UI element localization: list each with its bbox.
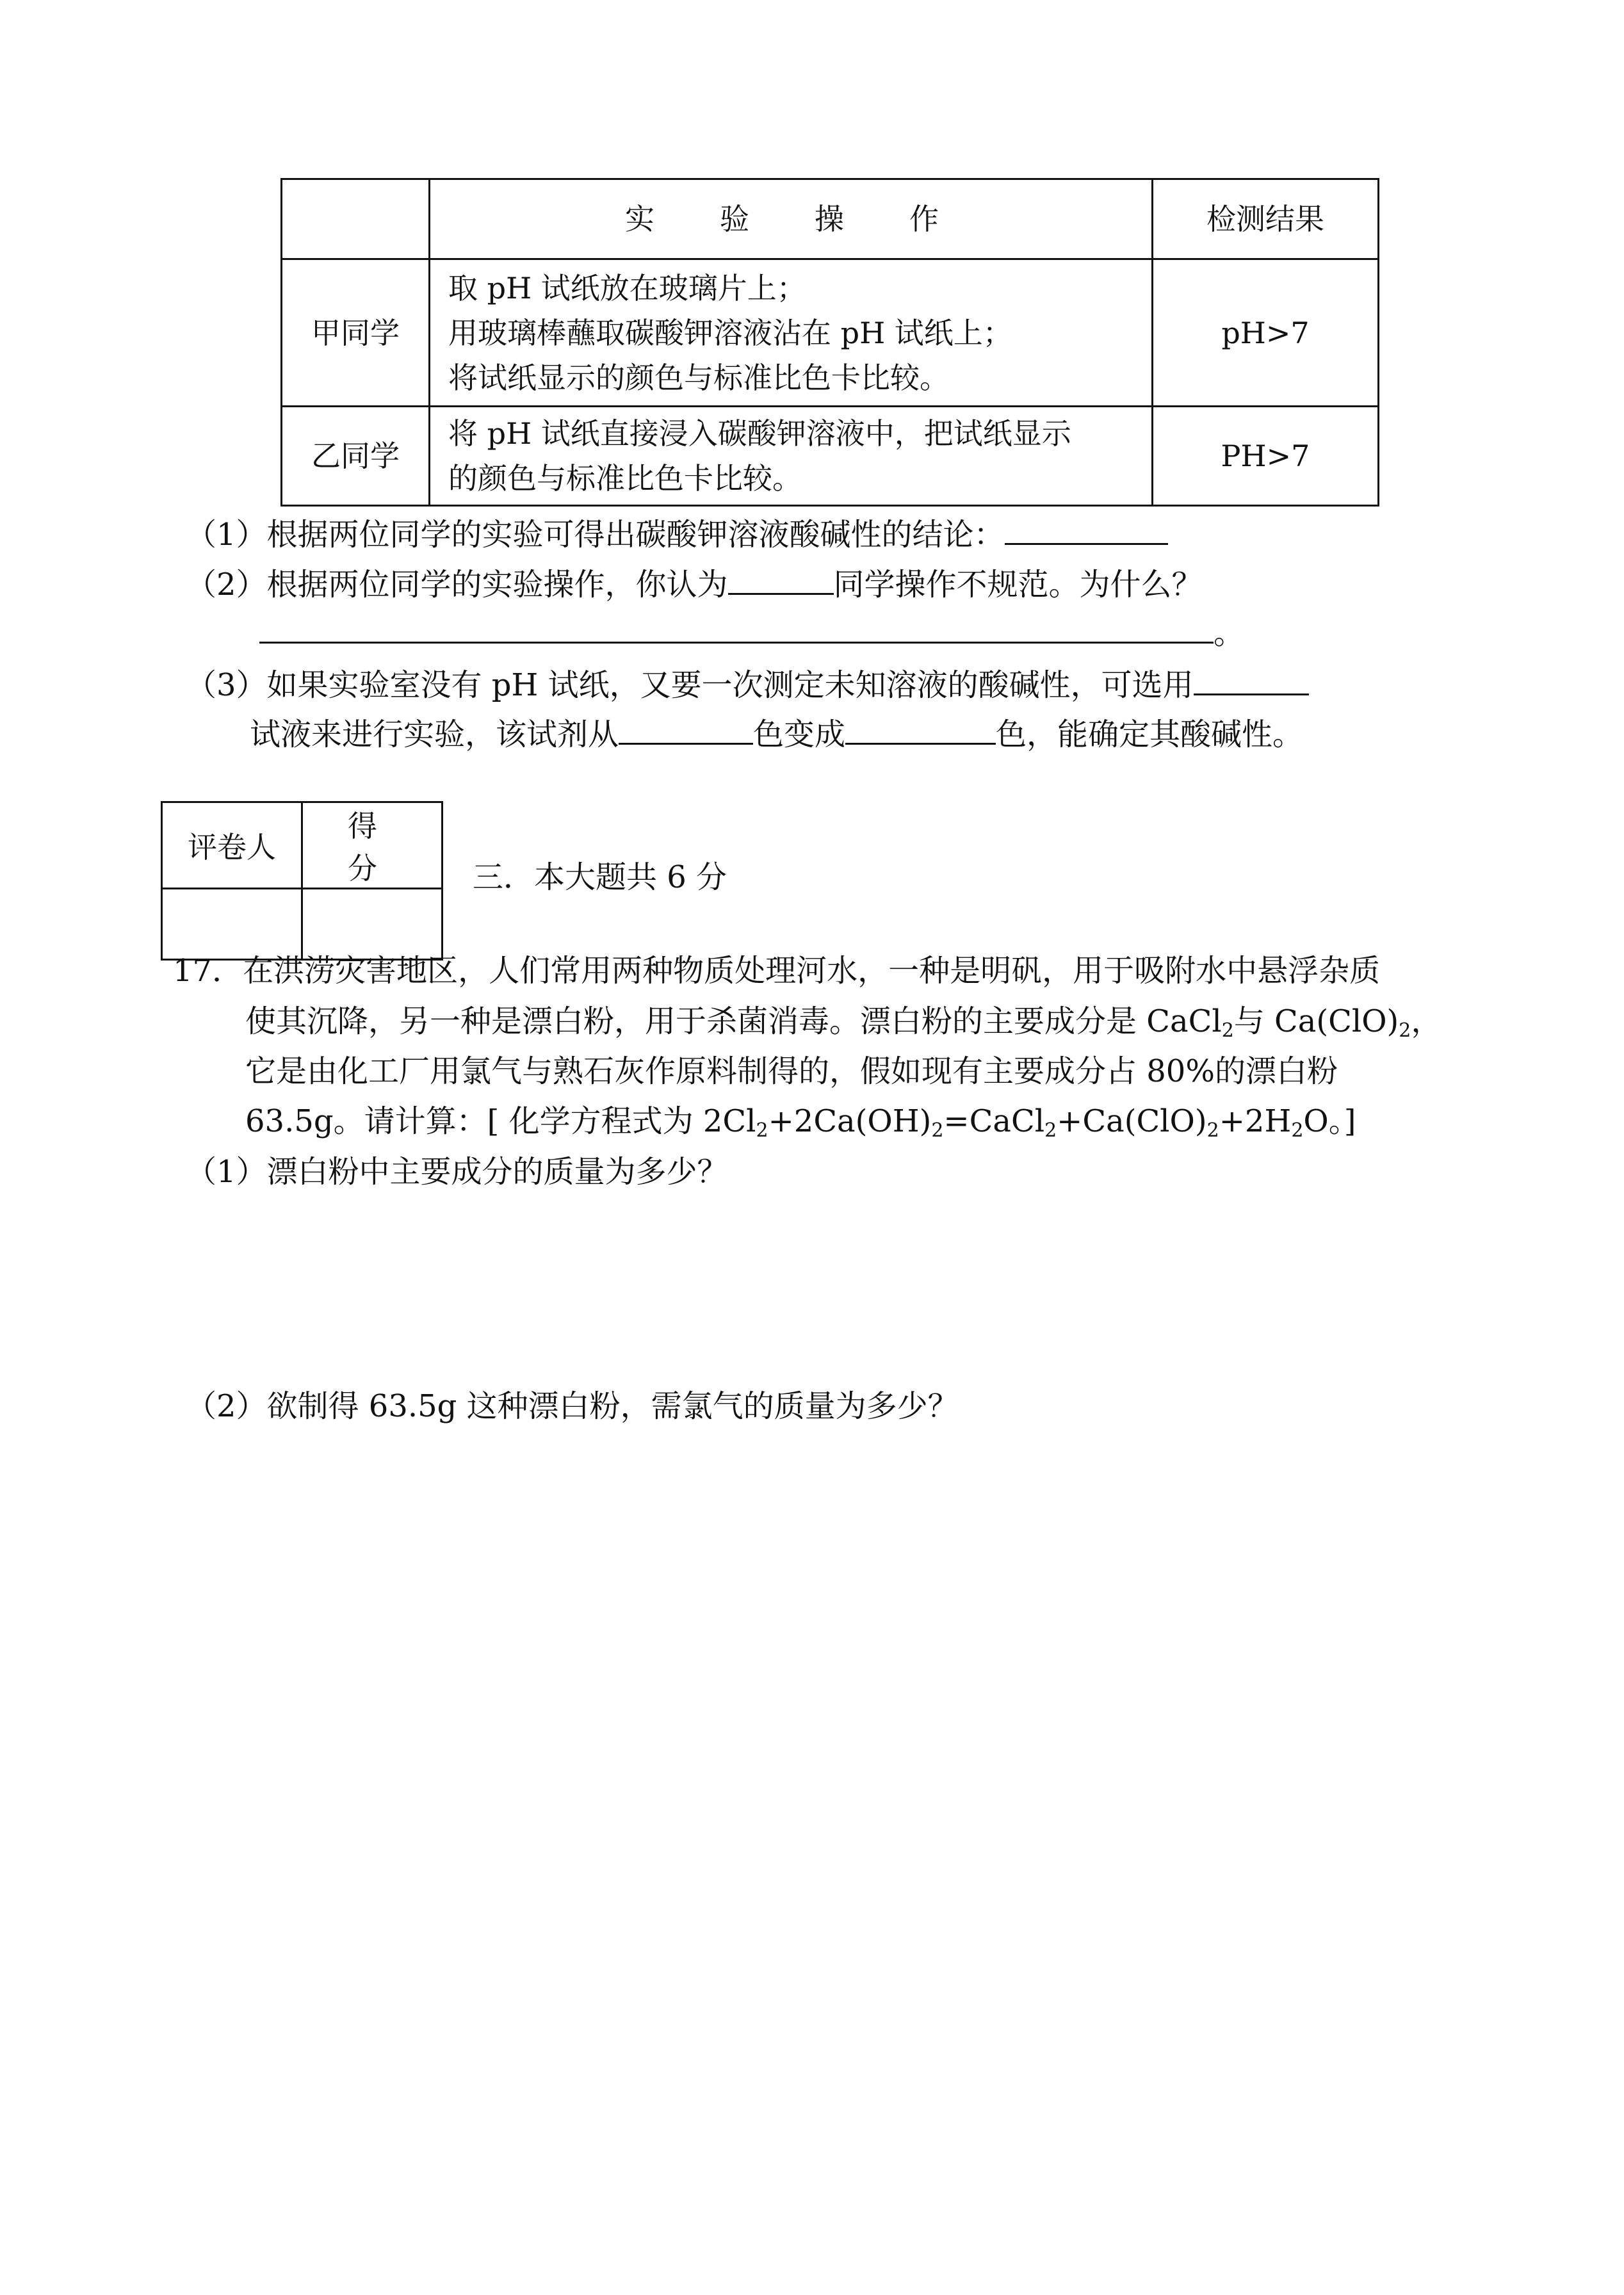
answer-blank[interactable]: [619, 717, 753, 745]
row-operation: [430, 407, 1153, 506]
q16-part3-line2: [250, 717, 1303, 750]
q17-line4: [245, 1103, 1356, 1142]
q16-part1: [186, 517, 1168, 553]
table-row: [282, 259, 1379, 407]
operation-line: 将试纸显示的颜色与标准比色卡比较。: [448, 360, 949, 395]
q17-line2-text: 使其沉降，另一种是漂白粉，用于杀菌消毒。漂白粉的主要成分是 CaCl: [245, 1003, 1222, 1039]
q16-part3-text-b: 试液来进行实验，该试剂从: [250, 717, 619, 752]
q17-question1: （1）漂白粉中主要成分的质量为多少？: [186, 1154, 728, 1190]
q16-part1-text: （1）根据两位同学的实验可得出碳酸钾溶液酸碱性的结论：: [186, 517, 1005, 553]
row-result: PH>7: [1153, 407, 1379, 506]
row-student-name: 甲同学: [282, 259, 430, 407]
q17-question2: （2）欲制得 63.5g 这种漂白粉，需氯气的质量为多少？: [186, 1388, 959, 1424]
subscript: 2: [931, 1119, 944, 1142]
equation-part: +2Ca(OH): [768, 1103, 932, 1139]
subscript: 2: [756, 1119, 768, 1142]
row-result: pH>7: [1153, 259, 1379, 407]
table-header-row: [282, 179, 1379, 259]
operation-line: 取 pH 试纸放在玻璃片上；: [448, 270, 806, 305]
subscript: 2: [1291, 1119, 1304, 1142]
q17-line1: 17．在洪涝灾害地区，人们常用两种物质处理河水，一种是明矾，用于吸附水中悬浮杂质: [173, 953, 1381, 989]
q17-line2-comma: ，: [1411, 1003, 1442, 1039]
score-cell[interactable]: [302, 889, 443, 960]
answer-blank[interactable]: [259, 616, 1214, 644]
q16-part2-text-b: 同学操作不规范。为什么？: [833, 567, 1203, 603]
subscript: 2: [1399, 1019, 1411, 1042]
equation-part: 63.5g。请计算：[ 化学方程式为 2Cl: [245, 1103, 756, 1139]
score-header: 得 分: [302, 802, 443, 889]
answer-blank[interactable]: [728, 567, 834, 595]
q16-part2-text: （2）根据两位同学的实验操作，你认为: [186, 567, 728, 603]
equation-part: =CaCl: [943, 1103, 1045, 1139]
header-blank: [282, 179, 430, 259]
grader-cell[interactable]: [162, 889, 302, 960]
section-title: 三．本大题共 6 分: [473, 859, 727, 895]
subscript: 2: [1044, 1119, 1057, 1142]
operation-line: 用玻璃棒蘸取碳酸钾溶液沾在 pH 试纸上；: [448, 315, 1012, 350]
q16-part2-end: 。: [1214, 615, 1245, 651]
row-student-name: 乙同学: [282, 407, 430, 506]
header-operation: 实 验 操 作: [430, 179, 1153, 259]
row-operation: [430, 259, 1153, 407]
q16-part3-text-d: 色，能确定其酸碱性。: [996, 717, 1304, 752]
header-result: 检测结果: [1153, 179, 1379, 259]
operation-line: 将 pH 试纸直接浸入碳酸钾溶液中，把试纸显示: [448, 416, 1071, 451]
equation-part: O。]: [1303, 1103, 1356, 1139]
table-row: [282, 407, 1379, 506]
score-table: [161, 801, 443, 961]
answer-blank[interactable]: [845, 717, 996, 745]
q17-line3: 它是由化工厂用氯气与熟石灰作原料制得的，假如现有主要成分占 80%的漂白粉: [245, 1053, 1338, 1089]
q16-part3-text: （3）如果实验室没有 pH 试纸，又要一次测定未知溶液的酸碱性，可选用: [186, 667, 1194, 703]
equation-part: +2H: [1219, 1103, 1292, 1139]
grader-header: 评卷人: [162, 802, 302, 889]
q16-part3-text-c: 色变成: [753, 717, 846, 752]
q17-line2-text-b: 与 Ca(ClO): [1233, 1003, 1399, 1039]
subscript: 2: [1221, 1019, 1234, 1042]
subscript: 2: [1206, 1119, 1219, 1142]
experiment-table: [280, 178, 1379, 507]
q16-part2: [186, 567, 1203, 603]
answer-blank[interactable]: [1194, 668, 1309, 695]
q16-part3: [186, 668, 1309, 701]
q16-part2-reason: [259, 616, 1244, 649]
operation-line: 的颜色与标准比色卡比较。: [448, 461, 802, 496]
answer-blank[interactable]: [1005, 517, 1168, 545]
q17-line2: [245, 1003, 1442, 1042]
equation-part: +Ca(ClO): [1057, 1103, 1207, 1139]
